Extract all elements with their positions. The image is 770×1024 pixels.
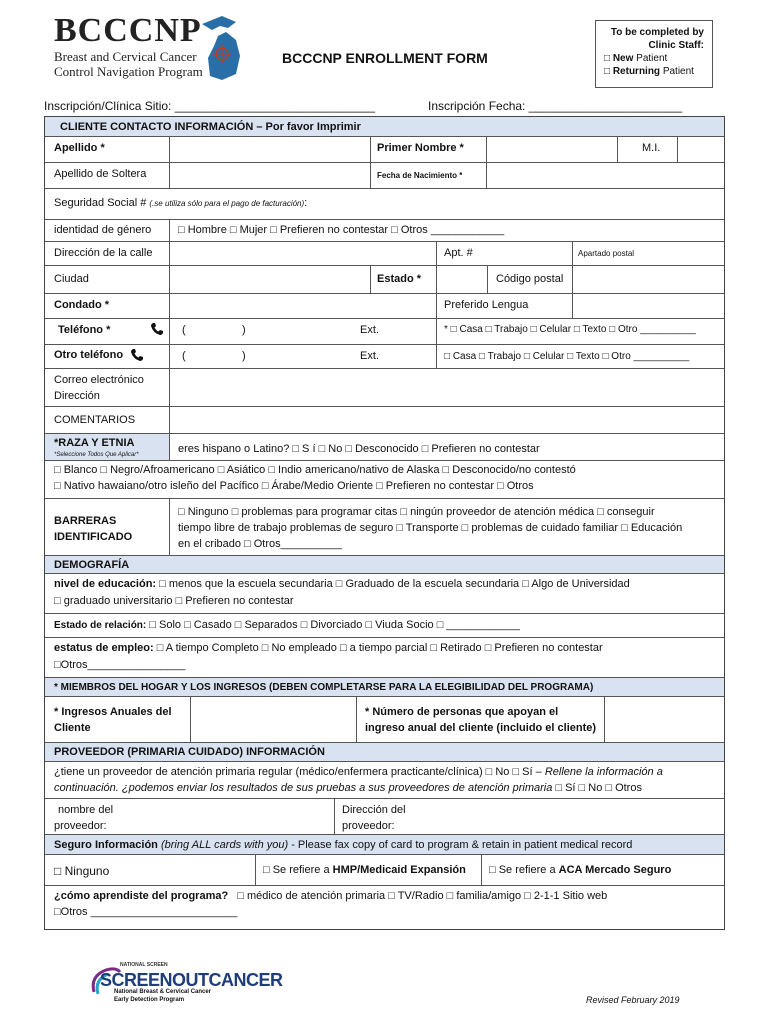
telefono-ext-label: Ext. <box>360 324 379 336</box>
logo-sub-line1: National Breast & Cervical Cancer <box>114 989 212 995</box>
proveedor-nombre-line2: proveedor: <box>54 820 107 832</box>
primer-nombre-input[interactable] <box>487 137 617 162</box>
mi-label: M.I. <box>642 142 661 154</box>
new-label: New <box>612 53 634 64</box>
proveedor-q1-text: ¿tiene un proveedor de atención primaria regular (médico/enfermera practicante/clínica) □ No □ Sí <box>54 766 536 778</box>
new-patient-text: Patient <box>636 53 668 64</box>
direccion-label: Dirección de la calle <box>54 247 153 259</box>
correo-input[interactable] <box>170 369 723 406</box>
barreras-options-line1: □ Ninguno □ problemas para programar citas □ ningún proveedor de atención médica □ conseguir <box>178 506 655 518</box>
comentarios-input[interactable] <box>170 407 723 433</box>
barreras-options-line2: tiempo libre de trabajo problemas de seguro □ Transporte □ problemas de cuidado familiar □ Educación <box>178 522 683 534</box>
apellido-soltera-label: Apellido de Soltera <box>54 168 147 180</box>
fecha-nacimiento-label: Fecha de Nacimiento * <box>377 171 463 180</box>
logo-line2: Control Navigation Program <box>54 64 203 79</box>
client-section-title: CLIENTE CONTACTO INFORMACIÓN – Por favor Imprimir <box>60 121 361 133</box>
proveedor-direccion-input[interactable] <box>405 799 723 834</box>
correo-line1: Correo electrónico <box>54 374 144 386</box>
hispano-options[interactable]: eres hispano o Latino? □ S í □ No □ Desconocido □ Prefieren no contestar <box>178 443 540 455</box>
relacion-label: Estado de relación: <box>54 620 147 631</box>
empleo-row[interactable] <box>54 642 603 654</box>
personas-label <box>365 704 596 736</box>
raza-options-1[interactable]: □ Blanco □ Negro/Afroamericano □ Asiático □ Indio americano/nativo de Alaska □ Desconocido/no contestó <box>54 464 576 476</box>
ingresos-label <box>54 704 172 736</box>
aprendiste-options: □ médico de atención primaria □ TV/Radio □ familia/amigo □ 2-1-1 Sitio web <box>237 890 608 902</box>
proveedor-q1-note: – Rellene la información a <box>535 766 663 778</box>
logo-main-part1: SCREEN <box>100 970 173 990</box>
otro-telefono-input[interactable] <box>190 345 350 368</box>
correo-label <box>54 372 144 404</box>
empleo-options-2[interactable]: □Otros________________ <box>54 659 186 671</box>
ssn-text: Seguridad Social # <box>54 197 147 209</box>
otro-telefono-type-options[interactable]: □ Casa □ Trabajo □ Celular □ Texto □ Otro __________ <box>444 351 690 362</box>
demografia-title: DEMOGRAFÍA <box>54 559 130 571</box>
correo-line2: Dirección <box>54 390 100 402</box>
otro-telefono-paren-open: ( <box>182 350 186 362</box>
seguro-label: Seguro Información <box>54 839 158 851</box>
returning-label: Returning <box>612 66 661 77</box>
condado-input[interactable] <box>170 294 436 318</box>
program-logo <box>52 12 252 82</box>
condado-label: Condado * <box>54 299 109 311</box>
staff-box <box>595 20 713 88</box>
proveedor-q2-options: □ Sí □ No □ Otros <box>552 782 642 794</box>
barreras-line2: IDENTIFICADO <box>54 531 133 543</box>
proveedor-question-1[interactable] <box>54 766 663 778</box>
raza-note: *Seleccione Todos Que Aplicar* <box>54 452 139 458</box>
demografia-header <box>45 556 724 573</box>
seguro-title <box>54 839 632 851</box>
seguro-aca-label: ACA Mercado Seguro <box>558 864 672 876</box>
telefono-type-options[interactable]: * □ Casa □ Trabajo □ Celular □ Texto □ Otro __________ <box>444 324 696 335</box>
seguro-aca-option[interactable] <box>489 864 671 876</box>
educacion-row[interactable] <box>54 578 630 590</box>
hogar-title: * MIEMBROS DEL HOGAR Y LOS INGRESOS (DEBEN COMPLETARSE PARA LA ELEGIBILIDAD DEL PROGRAMA) <box>54 682 594 693</box>
barreras-label <box>54 513 132 545</box>
logo-acronym: BCCCNP <box>54 12 202 49</box>
ingresos-line1: * Ingresos Anuales del <box>54 706 172 718</box>
proveedor-direccion-line2: proveedor: <box>342 820 395 832</box>
logo-sub-line2: Early Detection Program <box>114 997 185 1003</box>
comentarios-label: COMENTARIOS <box>54 414 136 426</box>
returning-patient-option[interactable]: □ Returning Patient <box>604 66 694 77</box>
personas-line2: ingreso anual del cliente (incluido el cliente) <box>365 722 597 734</box>
aprendiste-row[interactable] <box>54 890 607 902</box>
barreras-options[interactable] <box>178 504 682 552</box>
revised-date: Revised February 2019 <box>586 995 680 1005</box>
otro-telefono-ext-label: Ext. <box>360 350 379 362</box>
raza-options-2[interactable]: □ Nativo hawaiano/otro isleño del Pacífico □ Árabe/Medio Oriente □ Prefieren no contestar □ Otros <box>54 480 534 492</box>
codigo-postal-label: Código postal <box>496 273 564 285</box>
telefono-paren-open: ( <box>182 324 186 336</box>
staff-title2: Clinic Staff: <box>648 40 704 51</box>
phone-icon <box>150 322 164 336</box>
new-patient-option[interactable]: □ New Patient <box>604 53 668 64</box>
ssn-colon: : <box>304 197 308 209</box>
seguro-hmp-option[interactable] <box>263 864 466 876</box>
proveedor-nombre-line1: nombre del <box>58 804 114 816</box>
logo-main-part2: OUTCANCER <box>172 970 283 990</box>
lengua-label: Preferido Lengua <box>444 299 529 311</box>
logo-line1: Breast and Cervical Cancer <box>54 49 197 64</box>
telefono-paren-close: ) <box>242 324 246 336</box>
genero-label: identidad de género <box>54 224 152 236</box>
screenoutcancer-logo <box>90 962 283 1008</box>
michigan-map-icon <box>192 12 252 84</box>
educacion-label: nivel de educación: <box>54 578 157 590</box>
apellido-input[interactable] <box>170 137 370 162</box>
apellido-label: Apellido * <box>54 142 105 154</box>
relacion-options: □ Solo □ Casado □ Separados □ Divorciado □ Viuda Socio □ ____________ <box>149 619 520 631</box>
seguro-hmp-label: HMP/Medicaid Expansión <box>332 864 466 876</box>
proveedor-question-2[interactable] <box>54 782 642 794</box>
estado-label: Estado * <box>377 273 422 285</box>
returning-patient-text: Patient <box>662 66 694 77</box>
proveedor-q2-text: continuación. ¿podemos enviar los resultados de sus pruebas a sus proveedores de atención primaria <box>54 782 553 794</box>
apt-label: Apt. # <box>444 247 473 259</box>
telefono-input[interactable] <box>190 319 350 344</box>
empleo-label: estatus de empleo: <box>54 642 154 654</box>
ingresos-input[interactable] <box>191 697 356 742</box>
estado-input[interactable] <box>437 266 487 293</box>
educacion-options-2[interactable]: □ graduado universitario □ Prefieren no contestar <box>54 595 294 607</box>
apartado-label: Apartado postal <box>578 249 635 258</box>
phone-icon-2 <box>130 348 144 362</box>
empleo-options: □ A tiempo Completo □ No empleado □ a tiempo parcial □ Retirado □ Prefieren no contestar <box>156 642 603 654</box>
ciudad-input[interactable] <box>170 266 370 293</box>
fecha-nacimiento-input[interactable] <box>487 163 723 188</box>
date-field[interactable]: Inscripción Fecha: _______________________ <box>428 99 683 113</box>
aprendiste-otros[interactable]: □Otros ________________________ <box>54 906 238 918</box>
ssn-note: (.se utiliza sólo para el pago de facturación) <box>149 199 305 208</box>
aprendiste-label: ¿cómo aprendiste del programa? <box>54 890 229 902</box>
seguro-hmp-prefix: □ Se refiere a <box>263 864 333 876</box>
direccion-input[interactable] <box>170 242 436 265</box>
ingresos-line2: Cliente <box>54 722 91 734</box>
proveedor-nombre-label <box>54 802 114 834</box>
proveedor-title: PROVEEDOR (PRIMARIA CUIDADO) INFORMACIÓN <box>54 746 325 758</box>
ssn-label <box>54 197 307 209</box>
otro-telefono-label: Otro teléfono <box>54 349 124 361</box>
site-field[interactable]: Inscripción/Clínica Sitio: ______________________________ <box>44 99 375 113</box>
logo-main-text <box>100 970 283 991</box>
ciudad-label: Ciudad <box>54 273 89 285</box>
proveedor-direccion-label <box>342 802 406 834</box>
seguro-note: (bring ALL cards with you) <box>160 839 289 851</box>
barreras-options-line3: en el cribado □ Otros__________ <box>178 538 342 550</box>
barreras-line1: BARRERAS <box>54 515 117 527</box>
staff-title: To be completed by <box>610 27 704 38</box>
seguro-instructions: - Please fax copy of card to program & retain in patient medical record <box>291 839 633 851</box>
proveedor-direccion-line1: Dirección del <box>342 804 406 816</box>
raza-label: *RAZA Y ETNIA <box>54 437 135 449</box>
seguro-ninguno-option[interactable]: □ Ninguno <box>54 864 110 878</box>
relacion-row[interactable] <box>54 619 520 631</box>
logo-small-text: NATIONAL SCREEN <box>120 962 168 968</box>
genero-options[interactable]: □ Hombre □ Mujer □ Prefieren no contestar □ Otros ____________ <box>178 224 505 236</box>
personas-line1: * Número de personas que apoyan el <box>365 706 559 718</box>
seguro-aca-prefix: □ Se refiere a <box>489 864 559 876</box>
otro-telefono-paren-close: ) <box>242 350 246 362</box>
personas-input[interactable] <box>605 697 723 742</box>
proveedor-nombre-input[interactable] <box>125 799 330 834</box>
primer-nombre-label: Primer Nombre * <box>377 142 464 154</box>
telefono-label: Teléfono * <box>58 324 111 336</box>
educacion-options: □ menos que la escuela secundaria □ Graduado de la escuela secundaria □ Algo de Universidad <box>159 578 630 590</box>
form-title: BCCCNP ENROLLMENT FORM <box>282 50 488 66</box>
